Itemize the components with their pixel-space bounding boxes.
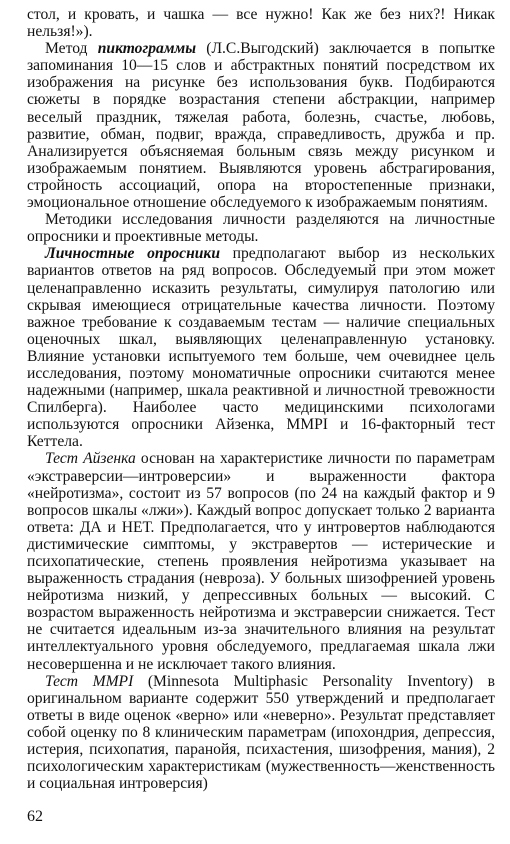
paragraph-5-run-1: (Minnesota Multiphasic Personality Inventory) в оригинальном варианте содержит 550 утверждений и предполагает ответы в виде оценок «верно» или «неверно». Результат представляет собой оценку по 8 клиническим параметрам (ипохондрия, депрессия, истерия, психопатия, паранойя, психастения, шизофрения, мания), 2 психологическим характеристикам (мужественность—женственность и социальная интроверсия)	[27, 672, 495, 793]
page-number: 62	[27, 808, 43, 825]
paragraph-3	[27, 245, 495, 450]
paragraph-5	[27, 673, 495, 793]
page-text-column	[27, 6, 495, 792]
paragraph-1-run-2: (Л.С.Выгодский) заключается в попытке запоминания 10—15 слов и абстрактных понятий посредством их изображения на рисунке без использования букв. Подбираются сюжеты в порядке возрастания степени абстракции, например веселый праздник, тяжелая работа, болезнь, счастье, любовь, развитие, обман, подвиг, вражда, справедливость, дружба и пр. Анализируется объясняемая больным связь между рисунком и изображаемым понятием. Выявляются уровень абстрагирования, стройность ассоциаций, опора на второстепенные признаки, эмоциональное отношение обследуемого к изображаемым понятиям.	[27, 40, 496, 212]
paragraph-1-run-1: пиктограммы	[97, 40, 197, 58]
paragraph-4	[27, 450, 495, 672]
paragraph-1-run-0: Метод	[45, 40, 98, 58]
paragraph-1	[27, 40, 495, 211]
paragraph-0-run-0: стол, и кровать, и чашка — все нужно! Как же без них?! Никак нельзя!»).	[27, 6, 495, 41]
paragraph-4-run-0: Тест Айзенка	[45, 450, 136, 468]
paragraph-0	[27, 6, 495, 40]
paragraph-4-run-1: основан на характеристике личности по параметрам «экстраверсии—интроверсии» и выраженности фактора «нейротизма», состоит из 57 вопросов (по 24 на каждый фактор и 9 вопросов шкалы «лжи»). Каждый вопрос допускает только 2 варианта ответа: ДА и НЕТ. Предполагается, что у интровертов наблюдаются дистимические симптомы, у экстравертов — истерические и психопатические, степень проявления нейротизма указывает на выраженность страдания (невроза). У больных шизофренией уровень нейротизма низкий, у депрессивных больных — высокий. С возрастом выраженность нейротизма и экстраверсии снижается. Тест не считается идеальным из-за значительного влияния на результат интеллектуального уровня обследуемого, предлагаемая шкала лжи несовершенна и не исключает такого влияния.	[27, 450, 496, 673]
paragraph-3-run-0: Личностные опросники	[45, 245, 220, 263]
paragraph-2	[27, 211, 495, 245]
paragraph-5-run-0: Тест MMPI	[45, 672, 134, 690]
paragraph-3-run-1: предполагают выбор из нескольких вариантов ответов на ряд вопросов. Обследуемый при этом может целенаправленно исказить результаты, симулируя патологию или скрывая имеющиеся отрицательные качества личности. Поэтому важное требование к создаваемым тестам — наличие специальных оценочных шкал, выявляющих целенаправленную установку. Влияние установки испытуемого тем больше, чем очевиднее цель исследования, поэтому мономатичные опросники считаются менее надежными (например, шкала реактивной и личностной тревожности Спилберга). Наиболее часто медицинскими психологами используются опросники Айзенка, MMPI и 16-факторный тест Кеттела.	[27, 245, 495, 451]
paragraph-2-run-0: Методики исследования личности разделяются на личностные опросники и проективные методы.	[27, 211, 495, 246]
